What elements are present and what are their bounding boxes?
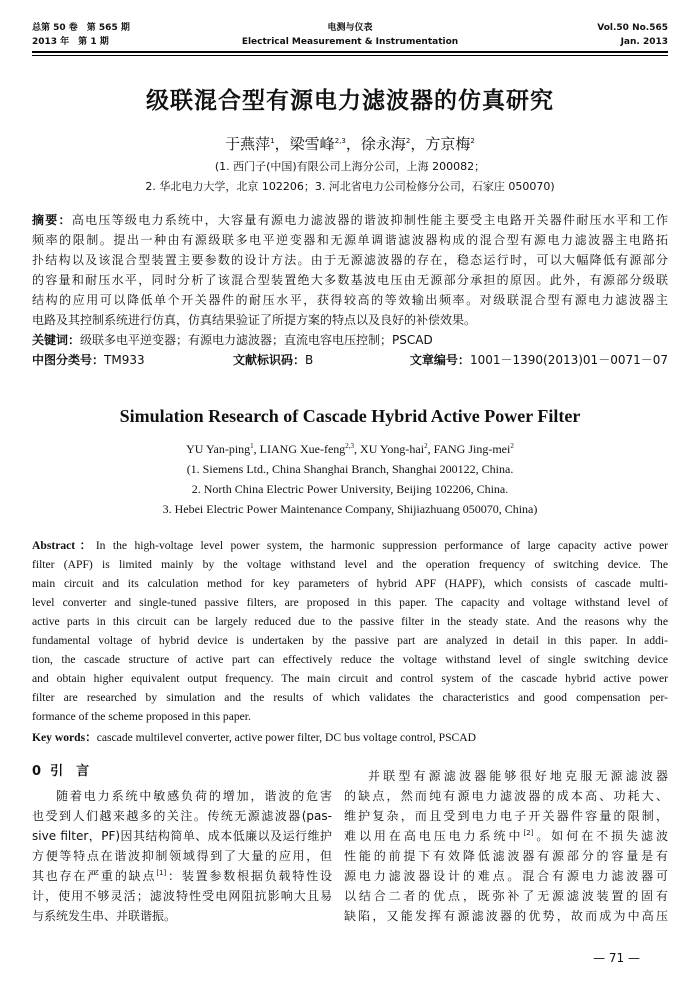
art-label: 文章编号： — [409, 353, 470, 367]
abstract-zh — [32, 210, 668, 330]
body-line: 源电力滤波器设计的难点。混合有源电力滤波器可 — [344, 869, 668, 883]
journal-name-en: Electrical Measurement & Instrumentation — [241, 37, 459, 47]
abstract-zh-line: 扑结构以及该混合型装置主要参数的设计方法。由于无源滤波器的存在，稳态运行时，可以大幅降低有源部分 — [32, 253, 668, 267]
journal-year-issue: 2013 年 第 1 期 — [32, 37, 109, 47]
keywords-zh — [32, 330, 668, 350]
author-sep: , — [427, 442, 434, 456]
doc-value: B — [305, 353, 314, 367]
doc-label: 文献标识码： — [233, 353, 306, 367]
art-value: 1001－1390(2013)01－0071－07 — [469, 353, 668, 367]
body-line: 方便等特点在谐波抑制领域得到了大量的应用，但 — [32, 849, 332, 863]
article-number — [410, 350, 668, 370]
clc-number — [32, 350, 145, 370]
page-number: — 71 — — [593, 951, 640, 965]
citation-ref[interactable]: [1] — [156, 869, 167, 877]
abstract-en — [32, 536, 668, 726]
authors-zh — [0, 134, 700, 154]
abstract-en-line: filter (APF) is limited mainly by the voltage withstand level and the operation frequency of switching device. The — [32, 558, 668, 571]
author-zh-2-sup: 2,3 — [334, 137, 346, 145]
affil-en-1: (1. Siemens Ltd., China Shanghai Branch, Shanghai 200122, China. — [186, 462, 514, 476]
keywords-en-label: Key words： — [32, 731, 97, 744]
author-zh-2: 梁雪峰 — [289, 135, 335, 153]
abstract-en-line: fundamental voltage of hybrid device is undertaken by the passive part are analyzed in detail in this paper. In addi- — [32, 634, 668, 647]
citation-ref[interactable]: [2] — [523, 829, 534, 837]
body-line: 计，使用不够灵活；滤波特性受电网阻抗影响大且易 — [32, 889, 332, 903]
affil-zh-1: (1. 西门子(中国)有限公司上海分公司，上海 200082； — [214, 160, 486, 173]
abstract-zh-line: 电路及其控制系统进行仿真，仿真结果验证了所提方案的特点以及良好的补偿效果。 — [32, 313, 477, 327]
abstract-en-line: main circuit and its calculation method for key parameters of hybrid APF (HAPF), which consists of cascade multi- — [32, 577, 668, 590]
journal-date: Jan. 2013 — [620, 37, 668, 47]
author-en-4: FANG Jing-mei — [433, 442, 511, 456]
body-line: 随着电力系统中敏感负荷的增加，谐波的危害 — [56, 789, 332, 803]
affil-en-3: 3. Hebei Electric Power Maintenance Company, Shijiazhuang 050070, China) — [162, 502, 538, 516]
author-zh-1-sup: 1 — [270, 137, 275, 145]
author-zh-3: 徐永海 — [360, 135, 406, 153]
author-en-1-sup: 1 — [250, 442, 254, 450]
keywords-en — [32, 728, 668, 747]
body-line: 性能的前提下有效降低滤波器有源部分的容量是有 — [344, 849, 668, 863]
author-en-3-sup: 2 — [424, 442, 428, 450]
clc-label: 中图分类号： — [32, 353, 105, 367]
section-title: 引 言 — [50, 764, 90, 779]
section-heading-intro — [32, 762, 89, 782]
body-line: sive filter，PF)因其结构简单、成本低廉以及运行维护 — [32, 829, 332, 843]
body-line: 缺陷，又能发挥有源滤波器的优势，故而成为中高压 — [344, 909, 668, 923]
abstract-en-line: formance of the scheme proposed in this paper. — [32, 710, 251, 723]
abstract-en-line: and obtain higher equivalent output frequency. The main circuit and control system of the cascade hybrid active power — [32, 672, 668, 685]
body-left-column — [32, 786, 332, 926]
abstract-en-line: level converter and single-tuned passive filters, are proposed in this paper. The capacity and voltage withstand level of — [32, 596, 668, 609]
body-line: 以结合二者的优点，既弥补了无源滤波装置的固有 — [344, 889, 668, 903]
header-rule-thick — [32, 51, 668, 53]
author-en-2: LIANG Xue-feng — [259, 442, 346, 456]
body-line: 维护复杂，而且受到电力电子开关器件容量的限制， — [344, 809, 668, 823]
clc-value: TM933 — [104, 353, 145, 367]
authors-en — [0, 440, 700, 458]
abstract-en-line: tion, the cascade structure of active part can effectively reduce the voltage withstand level of single switching device — [32, 653, 668, 666]
body-punct: ： — [166, 869, 182, 883]
body-line: 装置参数根据负载特性设 — [181, 869, 332, 883]
author-zh-3-sup: 2 — [405, 137, 411, 145]
author-zh-4: 方京梅 — [425, 135, 471, 153]
author-zh-1: 于燕萍 — [225, 135, 271, 153]
author-sep: ， — [274, 135, 290, 153]
affil-zh-2: 2. 华北电力大学，北京 102206；3. 河北省电力公司检修分公司，石家庄 050070) — [145, 180, 555, 193]
doc-code — [233, 350, 313, 370]
body-line: 其也存在严重的缺点 — [32, 869, 157, 883]
abstract-en-label: Abstract： — [32, 539, 96, 552]
abstract-zh-line: 结构的应用可以降低单个开关器件的耐压水平，获得较高的等效输出频率。对级联混合型有源电力滤波器主 — [32, 293, 668, 307]
title-en: Simulation Research of Cascade Hybrid Active Power Filter — [119, 406, 581, 426]
abstract-en-line: In the high-voltage level power system, the harmonic suppression performance of large capacity active power — [95, 539, 668, 552]
keywords-zh-text: 级联多电平逆变器；有源电力滤波器；直流电容电压控制；PSCAD — [80, 333, 433, 347]
body-line: 并联型有源滤波器能够很好地克服无源滤波器 — [368, 769, 668, 783]
author-en-4-sup: 2 — [510, 442, 514, 450]
author-en-2-sup: 2,3 — [345, 442, 355, 450]
journal-vol-no: Vol.50 No.565 — [597, 23, 668, 33]
abstract-en-line: active parts in this circuit can be largely reduced due to the passive filter in the steady state. And the reasons why the — [32, 615, 668, 628]
author-zh-4-sup: 2 — [470, 137, 475, 145]
abstract-zh-line: 频率的限制。提出一种由有源级联多电平逆变器和无源单调谐滤波器构成的混合型有源电力滤波器主电路拓 — [32, 233, 668, 247]
body-line: 与系统发生串、并联谐振。 — [32, 909, 177, 923]
body-line: 的缺点，然而纯有源电力滤波器的成本高、功耗大、 — [344, 789, 668, 803]
author-en-1: YU Yan-ping — [186, 442, 251, 456]
journal-name-zh: 电测与仪表 — [327, 23, 373, 33]
title-zh: 级联混合型有源电力滤波器的仿真研究 — [146, 88, 554, 114]
author-sep: ， — [345, 135, 361, 153]
header-rule-thin — [32, 55, 668, 56]
body-line: 难以用在高电压电力系统中 — [344, 829, 524, 843]
affil-en-2: 2. North China Electric Power University, Beijing 102206, China. — [191, 482, 509, 496]
journal-volume-issue: 总第 50 卷 第 565 期 — [32, 23, 130, 33]
abstract-zh-label: 摘要： — [32, 213, 72, 227]
keywords-en-text: cascade multilevel converter, active power filter, DC bus voltage control, PSCAD — [96, 731, 477, 744]
abstract-zh-line: 高电压等级电力系统中，大容量有源电力滤波器的谐波抑制性能主要受主电路开关器件耐压水平和工作 — [71, 213, 668, 227]
author-sep: , — [253, 442, 260, 456]
section-number: 0 — [32, 764, 42, 779]
author-sep: , — [354, 442, 361, 456]
body-right-column — [344, 766, 668, 926]
author-sep: ， — [410, 135, 426, 153]
abstract-zh-line: 的容量和耐压水平，同时分析了该混合型装置绝大多数基波电压由无源部分承担的原因。此外，有源部分级联 — [32, 273, 668, 287]
abstract-en-line: filter are researched by simulation and the results of which validates the characteristics and good compensation per- — [32, 691, 668, 704]
body-line: 。如何在不损失滤波 — [533, 829, 668, 843]
keywords-zh-label: 关键词： — [32, 333, 81, 347]
author-en-3: XU Yong-hai — [360, 442, 425, 456]
body-line: 也受到人们越来越多的关注。传统无源滤波器(pas- — [32, 809, 332, 823]
